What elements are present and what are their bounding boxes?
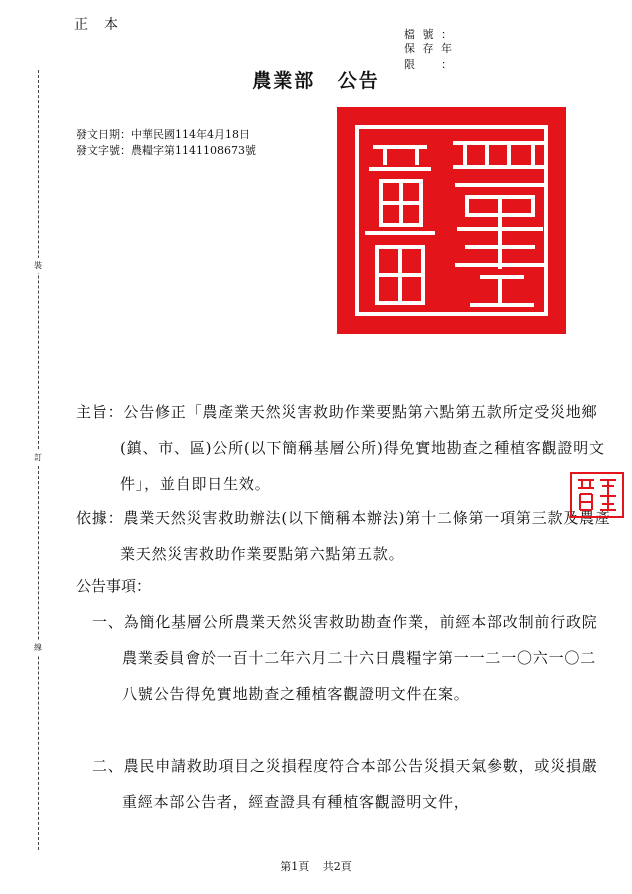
items-heading: 公告事項： [76,577,152,595]
subject-text: 公告修正「農產業天然災害救助作業要點第六點第五款所定受災地鄉(鎮、市、區)公所(以下簡稱基層公所)得免實地勘查之種植客觀證明文件」，並自即日生效。 [120,403,605,493]
announcement-item [92,604,606,712]
seal-glyphs-icon [337,107,566,334]
basis-section [76,500,620,572]
item-text: 農民申請救助項目之災損程度符合本部公告災損天氣參數，或災損嚴重經本部公告者，經查證具有種植客觀證明文件， [122,757,598,811]
announcement-item [92,748,606,820]
seam-stamp-glyph-icon [572,474,622,516]
binding-mark-ding: 訂 [33,450,43,465]
binding-mark-xian: 線 [33,640,43,655]
item-number: 二、 [92,757,124,775]
copy-type-label: 正本 [74,17,134,33]
binding-mark-zhuang: 裝 [33,258,43,273]
basis-text: 農業天然災害救助辦法(以下簡稱本辦法)第十二條第一項第三款及農產業天然災害救助作業要點第六點第五款。 [120,509,611,563]
issue-date: 發文日期：中華民國114年4月18日 [76,128,250,141]
page-number: 第1頁 [280,860,310,873]
document-title: 農業部 公告 [252,70,380,92]
page-footer [0,858,632,874]
subject-section [76,394,620,502]
subject-label: 主旨： [76,403,124,421]
basis-label: 依據： [76,509,124,527]
document-number: 發文字號：農糧字第1141108673號 [76,144,256,157]
item-text: 為簡化基層公所農業天然災害救助勘查作業，前經本部改制前行政院農業委員會於一百十二年六月二十六日農糧字第一一二一〇六一〇二八號公告得免實地勘查之種植客觀證明文件在案。 [122,613,598,703]
file-number-label: 檔號： [404,28,452,41]
page-total: 共2頁 [322,860,352,873]
retention-label: 保存年限： [404,42,452,71]
official-seal [337,107,566,334]
page-seam-stamp [570,472,624,518]
item-number: 一、 [92,613,124,631]
